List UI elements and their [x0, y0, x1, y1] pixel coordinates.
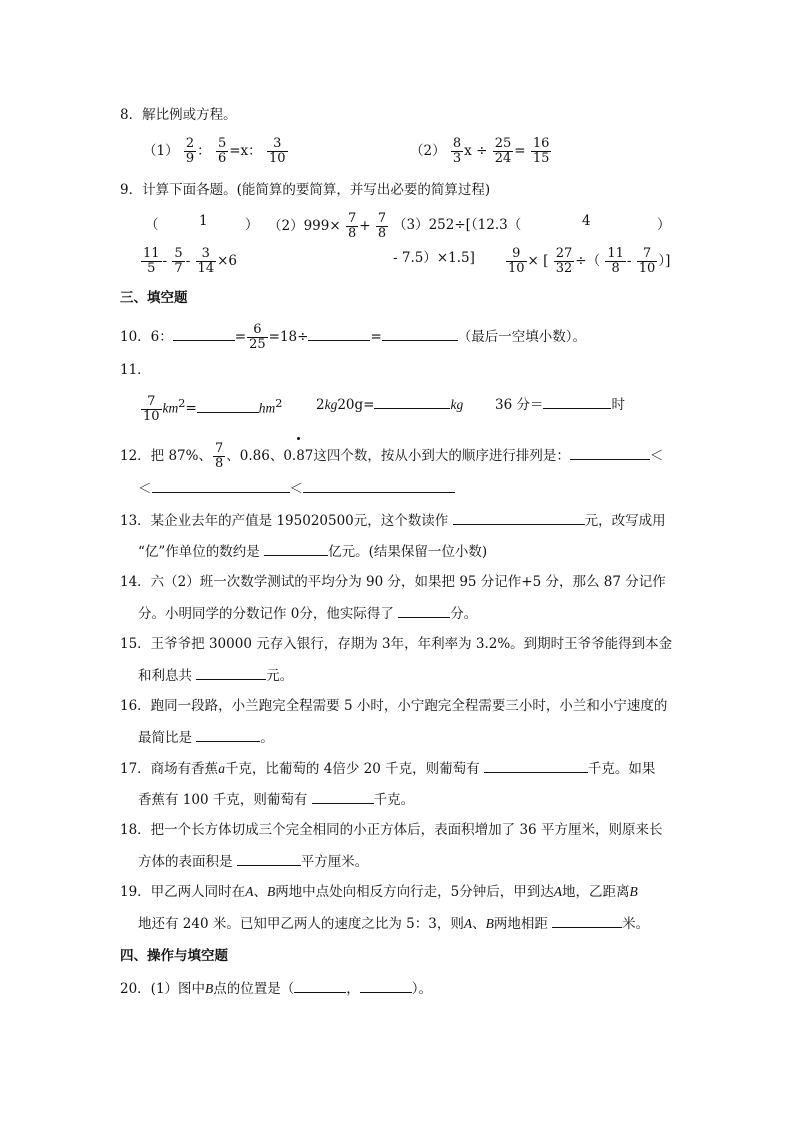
q11-g: 20g	[337, 397, 364, 413]
q19-l1d: 地，乙距离	[562, 884, 630, 900]
q19-l1c: 两地中点处向相反方向行走，5分钟后，甲到达	[275, 884, 554, 900]
superscript: 2	[275, 397, 283, 410]
variable-a: a	[218, 761, 225, 776]
q17-l2b: 千克。	[373, 792, 415, 808]
fraction: $\frac{2}{9}$	[185, 136, 195, 166]
q9-item3-text: （3）252÷[（12.3（	[393, 217, 522, 233]
q19-l1a: 19．甲乙两人同时在	[120, 884, 246, 900]
section-4-heading: 四、操作与填空题	[120, 948, 228, 964]
unit-kg: kg	[324, 397, 338, 412]
point-b: B	[629, 884, 638, 899]
q10	[120, 323, 586, 352]
superscript: 2	[178, 397, 186, 410]
q18-l2a: 方体的表面积是	[138, 854, 233, 870]
q9-item2	[268, 212, 389, 241]
answer-blank[interactable]	[398, 603, 450, 618]
fraction: $\frac{27}{32}$	[555, 246, 573, 276]
answer-blank[interactable]	[294, 978, 346, 993]
q17-l1a: 17．商场有香蕉	[120, 761, 219, 777]
q9-title: 9．计算下面各题。(能简算的要简算，并写出必要的简算过程)	[120, 182, 491, 198]
q12-line2	[138, 478, 455, 499]
q15-l2b: 元。	[266, 668, 294, 684]
answer-blank[interactable]	[152, 478, 290, 493]
point-b: B	[485, 916, 494, 931]
fraction: $\frac{7}{8}$	[377, 211, 387, 241]
q20-comma: ，	[346, 981, 360, 997]
q8-eq: =	[514, 143, 526, 159]
fraction: $\frac{25}{24}$	[494, 136, 512, 166]
less-than: ＜	[138, 481, 152, 497]
fraction: $\frac{7}{10}$	[143, 393, 160, 424]
point-a: A	[245, 884, 254, 899]
q8-sep: ：	[197, 143, 211, 159]
q9-item2-text: （2）999×	[268, 218, 341, 234]
answer-blank[interactable]	[173, 326, 235, 341]
q17-l1b: 千克，比葡萄的 4倍少 20 千克，则葡萄有	[224, 761, 480, 777]
fraction: $\frac{7}{10}$	[638, 246, 656, 276]
fraction: $\frac{9}{10}$	[508, 246, 525, 276]
q19-l2d: 米。	[622, 916, 650, 932]
q8-mid: =x：	[229, 143, 262, 159]
q20-a: 20．(1）图中	[120, 981, 206, 997]
q11-num: 11．	[120, 362, 151, 378]
answer-blank[interactable]	[360, 978, 412, 993]
q10-note: （最后一空填小数）。	[457, 329, 587, 345]
q19-l1b: 、	[253, 884, 267, 900]
repeating-dot	[297, 437, 300, 440]
minus: -	[185, 253, 191, 269]
q17-l1c: 千克。如果	[587, 761, 656, 777]
answer-blank[interactable]	[453, 510, 585, 525]
q9-ex4-t1: × [	[527, 253, 549, 269]
fraction: $\frac{16}{15}$	[532, 136, 550, 166]
answer-blank[interactable]	[374, 394, 450, 409]
q17-l2a: 香蕉有 100 千克，则葡萄有	[138, 792, 308, 808]
q16-line2	[138, 727, 274, 748]
q11-hours: 时	[611, 397, 625, 413]
q9-paren-close: ）	[245, 217, 259, 233]
q9-paren-open: （	[145, 217, 159, 233]
q9-expr4	[505, 247, 670, 276]
q19-l2c: 两地相距	[493, 916, 548, 932]
q8-p1-label: （1）	[143, 143, 179, 159]
unit-km: km	[162, 400, 179, 416]
q14-l2b: 分。	[450, 606, 478, 622]
q19-line2	[138, 913, 649, 934]
q11-eq2: =	[363, 397, 375, 413]
q8-part2	[410, 137, 552, 166]
q19-l2a: 地还有 240 米。已知甲乙两人的速度之比为 5：3，则	[138, 916, 464, 932]
q12-line1	[120, 442, 663, 471]
q10-a: 10．6：	[120, 329, 173, 345]
fraction: $\frac{11}{5}$	[143, 246, 160, 276]
answer-blank[interactable]	[570, 445, 650, 460]
fraction: $\frac{6}{25}$	[249, 322, 266, 352]
q10-eq: =	[234, 329, 247, 345]
minus: -	[162, 253, 168, 269]
q18-line2	[138, 851, 368, 872]
q8-p2-label: （2）	[410, 143, 446, 159]
q20	[120, 978, 432, 999]
q13-l2a: “亿”作单位的数约是	[138, 544, 260, 560]
point-a: A	[553, 884, 563, 899]
fraction: $\frac{11}{8}$	[607, 246, 624, 276]
q14-l2a: 分。小明同学的分数记作 0分，他实际得了	[138, 606, 394, 622]
point-b: B	[205, 981, 214, 996]
fraction: $\frac{5}{6}$	[217, 136, 227, 166]
q8-p2-mid: x ÷	[464, 143, 488, 159]
q10-eq2: =	[370, 329, 382, 345]
q17-line2	[138, 789, 414, 810]
q19-l2b: 、	[472, 916, 486, 932]
fraction: $\frac{7}{8}$	[214, 441, 224, 471]
q9-item3-paren: ）	[657, 217, 671, 233]
q18-line1: 18．把一个长方体切成三个完全相同的小正方体后，表面积增加了 36 平方厘米，则原来长	[120, 822, 663, 838]
answer-blank[interactable]	[484, 758, 588, 773]
q9-expr1	[140, 247, 237, 276]
q15-line2	[138, 665, 293, 686]
answer-blank[interactable]	[303, 478, 455, 493]
q9-item1-num: 1	[199, 213, 208, 229]
q16-line1: 16．跑同一段路，小兰跑完全程需要 5 小时，小宁跑完全程需要三小时，小兰和小宁速度的	[120, 698, 668, 714]
q18-l2b: 平方厘米。	[300, 854, 369, 870]
fraction: $\frac{3}{14}$	[197, 246, 215, 276]
answer-blank[interactable]	[264, 541, 328, 556]
minus: -	[626, 253, 632, 269]
q17-line1	[120, 758, 655, 779]
q9-ex4-t3: ）]	[658, 253, 671, 269]
q13-line1	[120, 510, 666, 531]
q12-b: 、0.86、0.8	[226, 448, 305, 464]
q11-eq1: =	[185, 400, 197, 417]
q9-ex1-tail: ×6	[217, 253, 237, 269]
answer-blank[interactable]	[382, 326, 458, 341]
q13-l1b: 元，改写成用	[584, 513, 666, 529]
q9-ex4-t2: ÷（	[575, 253, 601, 269]
q11-mass	[316, 394, 463, 415]
answer-blank[interactable]	[196, 665, 266, 680]
q16-l2b: 。	[260, 730, 274, 746]
q9-item3-num: 4	[582, 213, 591, 229]
q20-d: ）。	[411, 981, 433, 997]
fraction: $\frac{3}{10}$	[268, 136, 286, 166]
answer-blank[interactable]	[543, 394, 611, 409]
fraction: $\frac{5}{7}$	[174, 246, 183, 276]
answer-blank[interactable]	[312, 789, 374, 804]
answer-blank[interactable]	[308, 326, 370, 341]
section-3-heading: 三、填空题	[120, 290, 188, 306]
q15-line1: 15．王爷爷把 30000 元存入银行，存期为 3年，年利率为 3.2%。到期时王爷爷能得到本金	[120, 636, 673, 652]
q11-kg-num: 2	[316, 397, 325, 413]
q8-title: 8．解比例或方程。	[120, 107, 237, 123]
q11-area	[140, 394, 282, 424]
less-than: ＜	[649, 448, 664, 464]
q11-time	[495, 394, 625, 415]
q13-line2	[138, 541, 487, 562]
q16-l2a: 最简比是	[138, 730, 192, 746]
answer-blank[interactable]	[237, 851, 301, 866]
q8-part1	[143, 137, 289, 166]
q9-expr3-cont: - 7.5）×1.5]	[393, 250, 475, 266]
less-than: ＜	[289, 481, 303, 497]
q10-c: =18÷	[268, 329, 309, 345]
repeating-digit: 7	[304, 448, 314, 464]
q12-c: 这四个数，按从小到大的顺序进行排列是：	[313, 448, 570, 464]
q13-l2b: 亿元。(结果保留一位小数)	[328, 544, 488, 560]
q20-b: 点的位置是（	[213, 981, 295, 997]
q14-line1: 14．六（2）班一次数学测试的平均分为 90 分，如果把 95 分记作+5 分，那么 87 分记作	[120, 574, 666, 590]
q15-l2a: 和利息共	[138, 668, 192, 684]
q11-minutes: 36 分＝	[495, 397, 544, 413]
q19-line1	[120, 882, 638, 902]
q14-line2	[138, 603, 477, 624]
unit-kg: kg	[450, 397, 464, 412]
answer-blank[interactable]	[196, 727, 260, 742]
q9-plus: +	[359, 218, 371, 234]
q13-l1a: 13．某企业去年的产值是 195020500元，这个数读作	[120, 513, 449, 529]
fraction: $\frac{8}{3}$	[452, 136, 462, 166]
point-a: A	[463, 916, 473, 931]
q12-a: 12．把 87%、	[120, 448, 212, 464]
point-b: B	[266, 884, 276, 899]
unit-hm: hm	[258, 400, 276, 416]
fraction: $\frac{7}{8}$	[347, 211, 357, 241]
answer-blank[interactable]	[197, 398, 259, 413]
answer-blank[interactable]	[552, 913, 622, 928]
